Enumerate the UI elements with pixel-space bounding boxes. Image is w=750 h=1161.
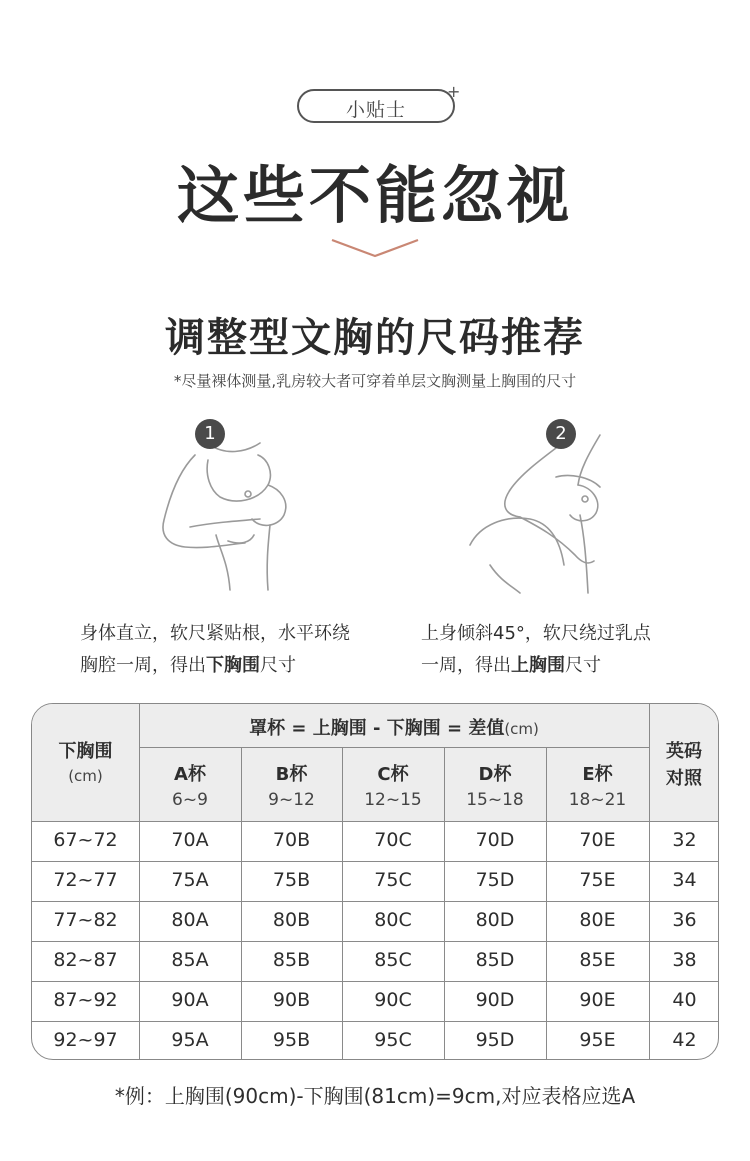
uk-size-cell: 36 xyxy=(672,909,697,931)
size-cell: 75B xyxy=(272,869,311,891)
size-cell: 90A xyxy=(171,989,209,1011)
step-1-description xyxy=(80,618,350,682)
row-divider xyxy=(32,901,719,902)
cup-c-range: 12~15 xyxy=(364,790,422,810)
uk-header-line2: 对照 xyxy=(666,768,702,789)
cup-e-header: E杯 xyxy=(582,764,613,785)
step-2-description xyxy=(421,618,651,682)
size-cell: 70A xyxy=(171,829,209,851)
cup-c-header: C杯 xyxy=(377,764,409,785)
size-cell: 95A xyxy=(171,1029,209,1051)
uk-size-cell: 38 xyxy=(672,949,697,971)
underbust-range-cell: 82~87 xyxy=(53,949,118,971)
plus-icon: + xyxy=(447,82,461,101)
step-1-line1: 身体直立，软尺紧贴根，水平环绕 xyxy=(80,623,350,644)
section-title: 调整型文胸的尺码推荐 xyxy=(165,315,585,361)
size-cell: 85E xyxy=(579,949,616,971)
uk-size-cell: 32 xyxy=(672,829,697,851)
uk-size-cell: 40 xyxy=(672,989,697,1011)
underbust-range-cell: 72~77 xyxy=(53,869,118,891)
size-cell: 70E xyxy=(579,829,616,851)
size-cell: 70D xyxy=(475,829,515,851)
underbust-unit: (cm) xyxy=(68,767,103,785)
row-divider xyxy=(32,941,719,942)
size-cell: 75A xyxy=(171,869,209,891)
size-cell: 85D xyxy=(475,949,515,971)
size-cell: 85A xyxy=(171,949,209,971)
size-cell: 80C xyxy=(374,909,412,931)
size-cell: 95E xyxy=(579,1029,616,1051)
underbust-range-cell: 87~92 xyxy=(53,989,118,1011)
measure-underbust-illustration xyxy=(150,415,310,595)
step-2-line1: 上身倾斜45°，软尺绕过乳点 xyxy=(421,623,651,644)
measure-overbust-illustration xyxy=(460,415,620,595)
size-cell: 75C xyxy=(374,869,412,891)
underbust-range-cell: 67~72 xyxy=(53,829,118,851)
size-cell: 90E xyxy=(579,989,616,1011)
size-cell: 85C xyxy=(374,949,412,971)
uk-header-line1: 英码 xyxy=(666,741,702,762)
uk-size-cell: 42 xyxy=(672,1029,697,1051)
underbust-term: 下胸围 xyxy=(206,655,260,676)
size-cell: 80D xyxy=(475,909,515,931)
tips-tag-label: 小贴士 xyxy=(345,99,406,121)
step-2-badge: 2 xyxy=(546,419,576,449)
step-1-badge: 1 xyxy=(195,419,225,449)
example-note: *例：上胸围(90cm)-下胸围(81cm)=9cm,对应表格应选A xyxy=(114,1084,636,1108)
uk-size-cell: 34 xyxy=(672,869,697,891)
overbust-term: 上胸围 xyxy=(511,655,565,676)
row-divider xyxy=(32,981,719,982)
size-cell: 70B xyxy=(272,829,311,851)
row-divider xyxy=(32,1021,719,1022)
headline: 这些不能忽视 xyxy=(176,159,573,232)
cup-a-header: A杯 xyxy=(174,764,206,785)
measurement-note: *尽量裸体测量,乳房较大者可穿着单层文胸测量上胸围的尺寸 xyxy=(173,372,577,390)
size-cell: 90B xyxy=(272,989,311,1011)
tips-tag xyxy=(297,89,455,123)
cup-a-range: 6~9 xyxy=(172,790,208,810)
size-cell: 80B xyxy=(272,909,311,931)
cup-b-header: B杯 xyxy=(275,764,308,785)
cup-formula: 罩杯 = 上胸围 - 下胸围 = 差值(cm) xyxy=(249,718,539,739)
chevron-down-icon xyxy=(330,236,420,260)
underbust-range-cell: 77~82 xyxy=(53,909,118,931)
size-cell: 90D xyxy=(475,989,515,1011)
size-cell: 80A xyxy=(171,909,209,931)
step-2-line2: 一周，得出上胸围尺寸 xyxy=(421,655,601,676)
cup-b-range: 9~12 xyxy=(268,790,315,810)
cup-d-range: 15~18 xyxy=(466,790,524,810)
size-cell: 75E xyxy=(579,869,616,891)
size-cell: 85B xyxy=(272,949,311,971)
size-cell: 95D xyxy=(475,1029,515,1051)
size-cell: 80E xyxy=(579,909,616,931)
size-cell: 75D xyxy=(475,869,515,891)
step-1-line2: 胸腔一周，得出下胸围尺寸 xyxy=(80,655,296,676)
underbust-range-cell: 92~97 xyxy=(53,1029,118,1051)
size-cell: 95C xyxy=(374,1029,412,1051)
header-divider xyxy=(32,821,719,822)
size-cell: 95B xyxy=(272,1029,311,1051)
cup-d-header: D杯 xyxy=(478,764,512,785)
formula-divider xyxy=(139,747,649,748)
underbust-header: 下胸围 xyxy=(58,741,113,762)
row-divider xyxy=(32,861,719,862)
size-table xyxy=(31,703,719,1060)
size-cell: 70C xyxy=(374,829,412,851)
size-cell: 90C xyxy=(374,989,412,1011)
cup-e-range: 18~21 xyxy=(568,790,627,810)
